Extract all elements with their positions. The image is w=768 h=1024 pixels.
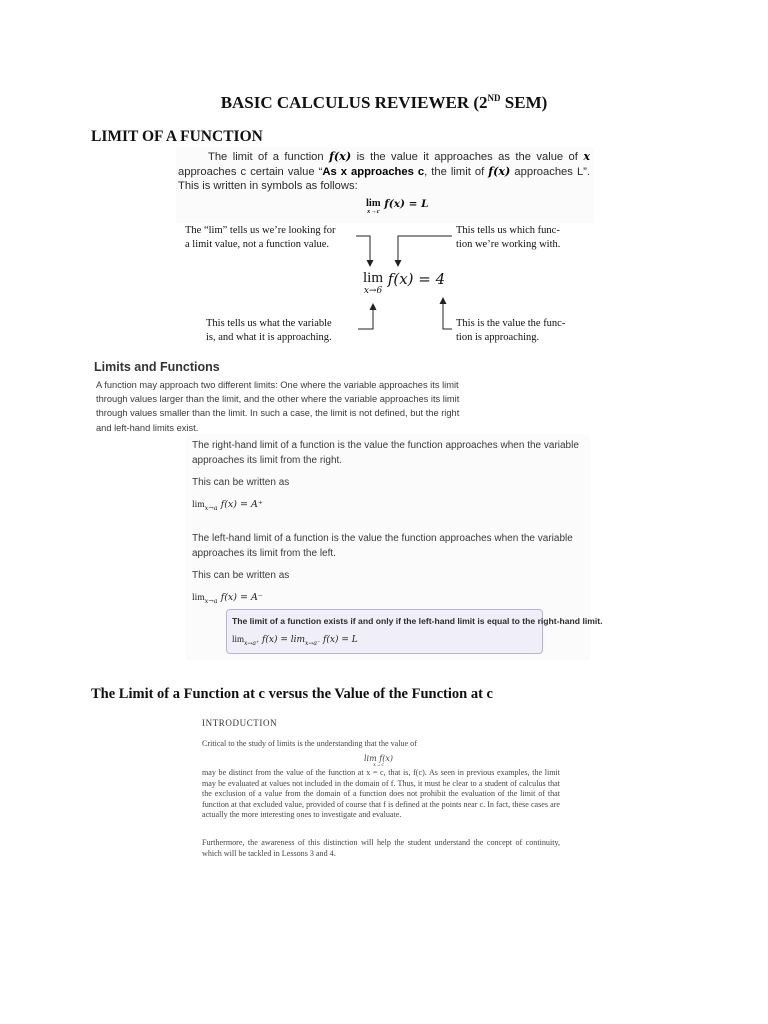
heading-limit-versus-value: The Limit of a Function at c versus the Value of the Function at c [91, 686, 493, 702]
arrow-variable [358, 308, 373, 329]
left-hand-formula: $\lim_{x\to a} f(x) = A^-$ [192, 592, 263, 605]
note-variable: This tells us what the variable is, and what it is approaching. [206, 318, 332, 343]
center-limit-expression: lim x→6 f(x) = 4 [363, 270, 446, 296]
diagram-arrows [0, 0, 768, 400]
intro-paragraph: The limit of a function f(x) is the value it approaches as the value of x approaches c certain value “As x approaches c, the limit of f(x) approaches L”. This is written in symbols as follows: [178, 149, 590, 192]
heading-limits-and-functions: Limits and Functions [94, 360, 220, 374]
written-as-left: This can be written as [192, 570, 290, 581]
document-title: BASIC CALCULUS REVIEWER (2ND SEM) [220, 93, 548, 112]
note-function: This tells us which func- tion we’re working with. [456, 225, 561, 250]
written-as-right: This can be written as [192, 477, 290, 488]
arrow-function [398, 236, 452, 262]
arrow-lim [356, 236, 370, 262]
introduction-heading: INTRODUCTION [202, 718, 278, 728]
callout-formula: $\lim_{x\to a^+} f(x) = \lim_{x\to a^-} f(x) = L$ [232, 634, 358, 647]
note-value: This is the value the func- tion is approaching. [456, 318, 566, 343]
callout-text: The limit of a function exists if and only if the left-hand limit is equal to the right-hand limit. [232, 616, 603, 626]
introduction-p3: Furthermore, the awareness of this distinction will help the student understand the concept of continuity, which will be tackled in Lessons 3 and 4. [202, 838, 560, 858]
limit-exists-callout [226, 609, 603, 654]
arrow-value [443, 302, 452, 329]
left-hand-limit-text: The left-hand limit of a function is the value the function approaches when the variable approaches its limit from the left. [192, 533, 573, 559]
intro-limit-formula: lim x→c f(x) = L [366, 198, 429, 215]
right-hand-formula: $\lim_{x\to a} f(x) = A^+$ [192, 499, 263, 512]
introduction-p2: may be distinct from the value of the function at x = c, that is, f(c). As seen in previous examples, the limit may be evaluated at values not included in the domain of f. Thus, it must be clear to a student of calculus that the exclusion of a value from the domain of a function does not prohibit the evaluation of the limit of that function at that excluded value, provided of course that f is defined at the points near c. In fact, these cases are actually the more interesting ones to investigate and evaluate. [202, 768, 560, 820]
section-heading-limit: LIMIT OF A FUNCTION [91, 128, 263, 145]
limits-functions-paragraph: A function may approach two different limits: One where the variable approaches its limit through values larger than the limit, and the other where the variable approaches its limit through values smaller than the limit. In such a case, the limit is not defined, but the right and left-hand limits exist. [96, 380, 460, 433]
right-hand-limit-text: The right-hand limit of a function is the value the function approaches when the variable approaches its limit from the right. [192, 440, 579, 466]
note-lim: The “lim” tells us we’re looking for a limit value, not a function value. [185, 225, 336, 250]
introduction-limit: lim f(x) x→c [364, 754, 393, 768]
introduction-p1: Critical to the study of limits is the understanding that the value of [202, 739, 417, 748]
